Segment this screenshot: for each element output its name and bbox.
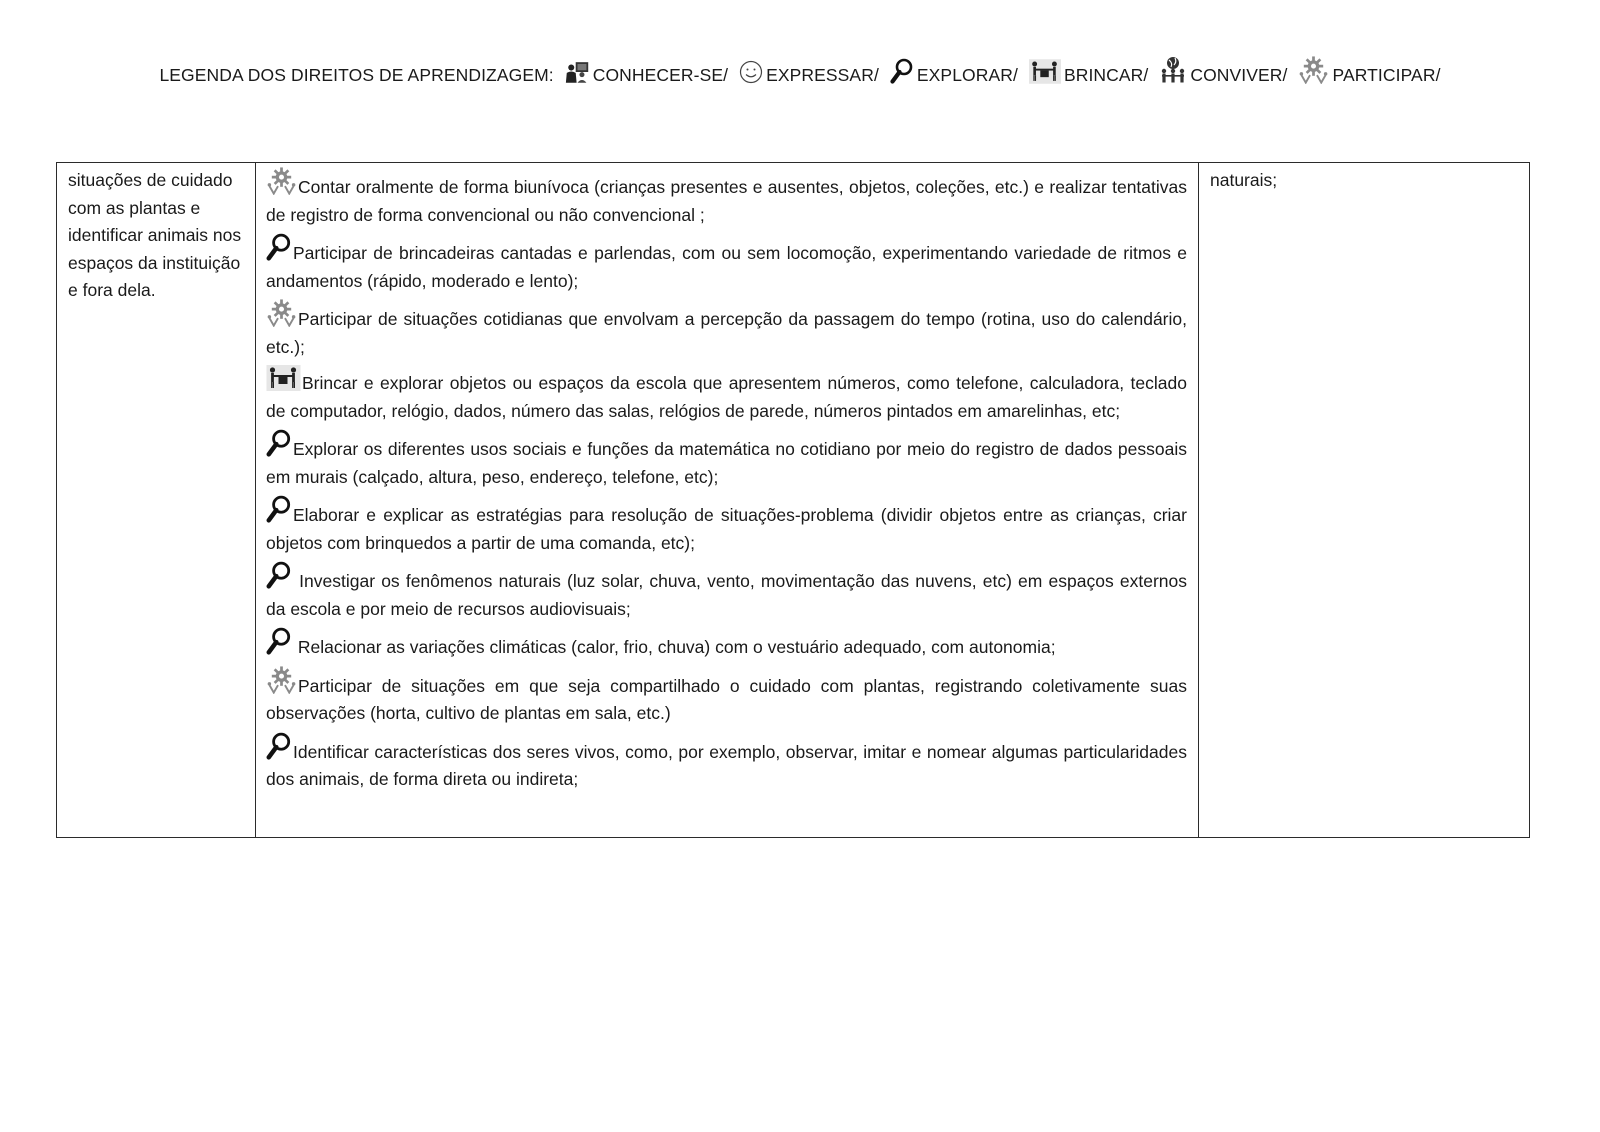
objective-text: Brincar e explorar objetos ou espaços da escola que apresentem números, como telefone, calculadora, teclado de computador, relógio, dados, número das salas, relógios de parede, números pintados em amarelinhas, etc;: [266, 373, 1187, 421]
gear-people-icon: [266, 167, 297, 195]
legend-label-conhecer: CONHECER-SE/: [592, 65, 729, 85]
table-row: [57, 163, 1530, 838]
magnifier-icon: [266, 732, 292, 760]
magnifier-icon: [266, 561, 292, 589]
legend-title: LEGENDA DOS DIREITOS DE APRENDIZAGEM:: [159, 65, 554, 85]
magnifier-icon: [266, 429, 292, 457]
objectives-cell: [256, 163, 1199, 838]
outcome-cell: [1199, 163, 1530, 838]
legend-label-expressar: EXPRESSAR/: [766, 65, 879, 85]
objective-text: Explorar os diferentes usos sociais e funções da matemática no cotidiano por meio do registro de dados pessoais em murais (calçado, altura, peso, endereço, telefone, etc);: [266, 439, 1187, 487]
people-board-icon: [565, 60, 590, 84]
legend-label-conviver: CONVIVER/: [1190, 65, 1288, 85]
objective-text: Contar oralmente de forma biunívoca (crianças presentes e ausentes, objetos, coleções, etc.) e realizar tentativas de registro de forma convencional ou não convencional ;: [266, 177, 1187, 225]
objective-item: [266, 365, 1187, 425]
magnifier-icon: [266, 495, 292, 523]
objective-text: Elaborar e explicar as estratégias para resolução de situações-problema (dividir objetos entre as crianças, criar objetos com brinquedos a partir de uma comanda, etc);: [266, 505, 1187, 553]
playing-children-icon: [266, 365, 301, 391]
magnifier-icon: [890, 58, 914, 84]
playing-children-icon: [1029, 59, 1061, 84]
objective-item: [266, 167, 1187, 229]
outcome-text: naturais;: [1210, 170, 1278, 190]
gear-people-icon: [266, 666, 297, 694]
legend-label-participar: PARTICIPAR/: [1332, 65, 1441, 85]
objective-item: [266, 627, 1187, 662]
legend-bar: [0, 56, 1600, 86]
objective-text: Investigar os fenômenos naturais (luz solar, chuva, vento, movimentação das nuvens, etc) em espaços externos da escola e por meio de recursos audiovisuais;: [266, 571, 1187, 619]
objectives-list: [256, 163, 1198, 794]
smiley-icon: [739, 60, 763, 84]
objective-item: [266, 666, 1187, 728]
magnifier-icon: [266, 627, 292, 655]
field-cell: [57, 163, 256, 838]
globe-people-icon: [1159, 56, 1187, 84]
objective-item: [266, 561, 1187, 623]
gear-people-icon: [1298, 56, 1329, 84]
legend-label-explorar: EXPLORAR/: [916, 65, 1018, 85]
objective-item: [266, 233, 1187, 295]
learning-table: [56, 162, 1530, 838]
objective-item: [266, 429, 1187, 491]
objective-item: [266, 495, 1187, 557]
objective-text: Participar de situações em que seja compartilhado o cuidado com plantas, registrando coletivamente suas observações (horta, cultivo de plantas em sala, etc.): [266, 675, 1187, 723]
objective-text: Participar de brincadeiras cantadas e parlendas, com ou sem locomoção, experimentando variedade de ritmos e andamentos (rápido, moderado e lento);: [266, 243, 1187, 291]
objective-item: [266, 732, 1187, 794]
magnifier-icon: [266, 233, 292, 261]
gear-people-icon: [266, 299, 297, 327]
objective-item: [266, 299, 1187, 361]
objective-text: Relacionar as variações climáticas (calor, frio, chuva) com o vestuário adequado, com autonomia;: [293, 637, 1056, 657]
field-text: situações de cuidado com as plantas e identificar animais nos espaços da instituição e fora dela.: [68, 170, 242, 300]
objective-text: Participar de situações cotidianas que envolvam a percepção da passagem do tempo (rotina, uso do calendário, etc.);: [266, 309, 1187, 357]
objective-text: Identificar características dos seres vivos, como, por exemplo, observar, imitar e nomear algumas particularidades dos animais, de forma direta ou indireta;: [266, 741, 1187, 789]
legend-label-brincar: BRINCAR/: [1063, 65, 1149, 85]
